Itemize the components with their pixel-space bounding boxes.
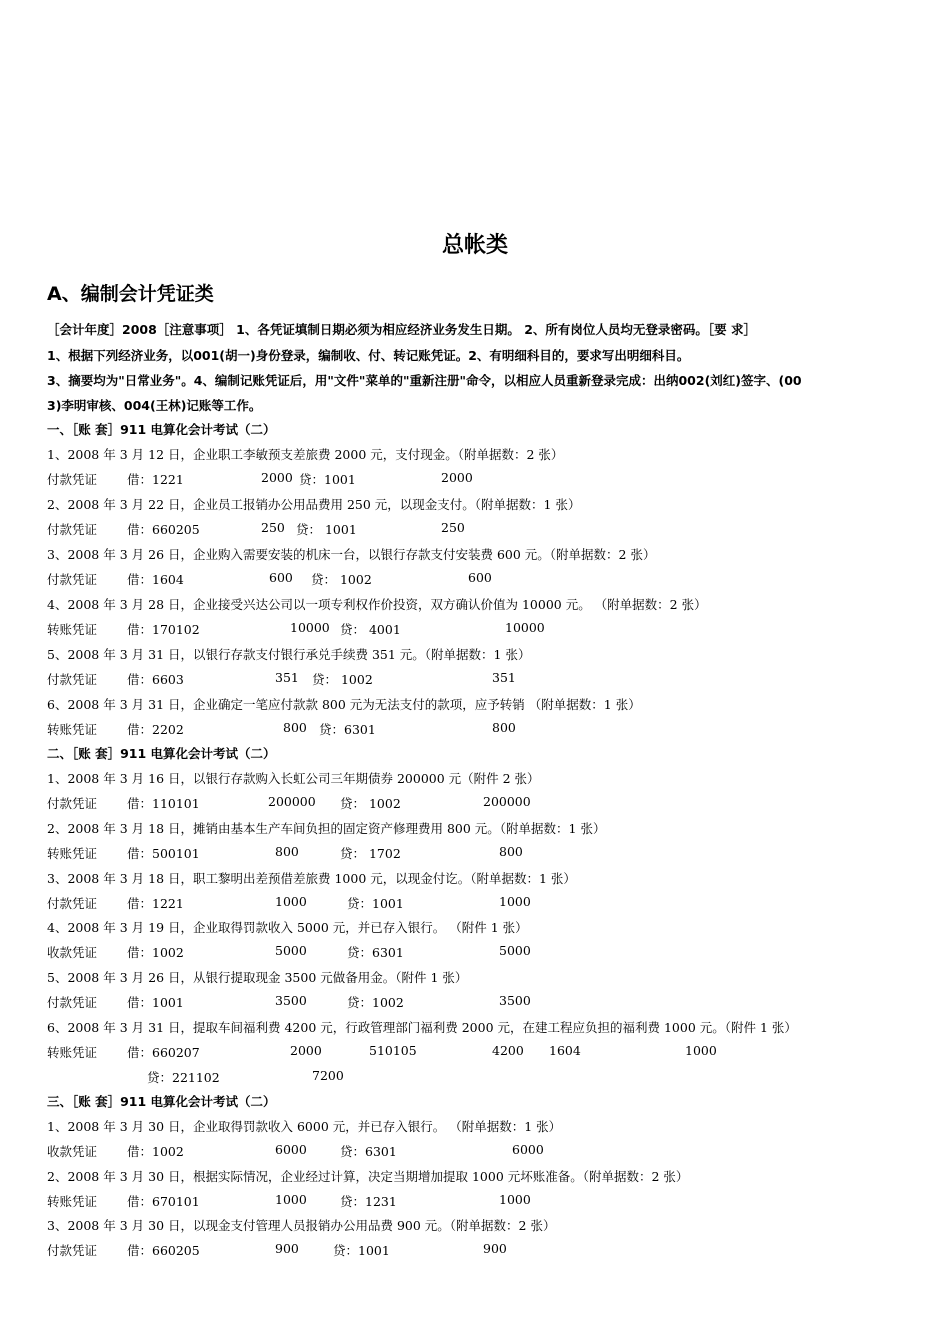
credit-amount: 1000 (499, 1192, 531, 1207)
transaction-description: 1、2008 年 3 月 12 日，企业职工李敏预支差旅费 2000 元，支付现金。（附单据数：2 张） (47, 447, 564, 462)
voucher-type: 转账凭证 (47, 1045, 98, 1060)
debit-account: 借：670101 (127, 1194, 200, 1209)
debit-account: 借：660207 (127, 1045, 200, 1060)
credit-amount: 250 (441, 520, 465, 535)
debit-amount: 250 (261, 520, 285, 535)
debit-amount: 10000 (290, 620, 330, 635)
credit-account: 贷： 1001 (296, 522, 357, 537)
debit-account: 借：2202 (127, 722, 184, 737)
credit-amount: 900 (483, 1241, 507, 1256)
voucher-type: 付款凭证 (47, 796, 98, 811)
debit-account: 借：1221 (127, 896, 184, 911)
debit-amount: 200000 (268, 794, 316, 809)
transaction-description: 3、2008 年 3 月 18 日，职工黎明出差预借差旅费 1000 元，以现金付讫。（附单据数：1 张） (47, 871, 576, 886)
credit-account: 贷：1231 (340, 1194, 397, 1209)
note-line: 3、摘要均为"日常业务"。4、编制记账凭证后，用"文件"菜单的"重新注册"命令，以相应人员重新登录完成：出纳002(刘红)签字、(00 (47, 373, 802, 388)
transaction-description: 6、2008 年 3 月 31 日，提取车间福利费 4200 元，行政管理部门福利费 2000 元，在建工程应负担的福利费 1000 元。（附件 1 张） (47, 1020, 797, 1035)
voucher-type: 付款凭证 (47, 672, 98, 687)
credit-account: 贷： 1002 (311, 572, 372, 587)
debit-amount: 5000 (275, 943, 307, 958)
credit-account: 贷：1001 (347, 896, 404, 911)
voucher-type: 转账凭证 (47, 722, 98, 737)
credit-amount: 7200 (312, 1068, 344, 1083)
voucher-type: 转账凭证 (47, 622, 98, 637)
credit-account: 贷：1001 (333, 1243, 390, 1258)
debit-amount: 351 (275, 670, 299, 685)
credit-amount: 3500 (499, 993, 531, 1008)
voucher-type: 转账凭证 (47, 1194, 98, 1209)
credit-account: 贷：6301 (347, 945, 404, 960)
credit-amount: 800 (499, 844, 523, 859)
debit-account: 借：1002 (127, 1144, 184, 1159)
debit-account: 借：660205 (127, 1243, 200, 1258)
debit-amount: 1000 (685, 1043, 717, 1058)
transaction-description: 1、2008 年 3 月 16 日，以银行存款购入长虹公司三年期债券 200000 元（附件 2 张） (47, 771, 540, 786)
credit-amount: 5000 (499, 943, 531, 958)
transaction-description: 3、2008 年 3 月 26 日，企业购入需要安装的机床一台，以银行存款支付安装费 600 元。（附单据数：2 张） (47, 547, 656, 562)
transaction-description: 4、2008 年 3 月 19 日，企业取得罚款收入 5000 元，并已存入银行。 （附件 1 张） (47, 920, 528, 935)
debit-amount: 800 (275, 844, 299, 859)
note-line: ［会计年度］2008［注意事项］ 1、各凭证填制日期必须为相应经济业务发生日期。 2、所有岗位人员均无登录密码。［要 求］ (47, 322, 756, 337)
credit-amount: 2000 (441, 470, 473, 485)
credit-account: 贷： 4001 (340, 622, 401, 637)
voucher-type: 付款凭证 (47, 1243, 98, 1258)
debit-amount: 4200 (492, 1043, 524, 1058)
debit-account: 借：660205 (127, 522, 200, 537)
voucher-type: 付款凭证 (47, 896, 98, 911)
debit-account: 1604 (549, 1043, 581, 1058)
voucher-type: 收款凭证 (47, 1144, 98, 1159)
credit-amount: 800 (492, 720, 516, 735)
debit-amount: 3500 (275, 993, 307, 1008)
credit-account: 贷：1002 (347, 995, 404, 1010)
transaction-description: 1、2008 年 3 月 30 日，企业取得罚款收入 6000 元，并已存入银行。 （附单据数：1 张） (47, 1119, 562, 1134)
debit-account: 借：170102 (127, 622, 200, 637)
debit-account: 借：500101 (127, 846, 200, 861)
credit-amount: 6000 (512, 1142, 544, 1157)
credit-account: 贷： 1702 (340, 846, 401, 861)
transaction-description: 5、2008 年 3 月 31 日，以银行存款支付银行承兑手续费 351 元。（附单据数：1 张） (47, 647, 531, 662)
transaction-description: 2、2008 年 3 月 18 日，摊销由基本生产车间负担的固定资产修理费用 800 元。（附单据数：1 张） (47, 821, 606, 836)
debit-amount: 1000 (275, 1192, 307, 1207)
transaction-description: 3、2008 年 3 月 30 日，以现金支付管理人员报销办公用品费 900 元。（附单据数：2 张） (47, 1218, 556, 1233)
debit-amount: 2000 (261, 470, 293, 485)
transaction-description: 2、2008 年 3 月 22 日，企业员工报销办公用品费用 250 元，以现金支付。（附单据数：1 张） (47, 497, 581, 512)
voucher-type: 付款凭证 (47, 995, 98, 1010)
voucher-type: 付款凭证 (47, 572, 98, 587)
transaction-description: 2、2008 年 3 月 30 日，根据实际情况，企业经过计算，决定当期增加提取 1000 元坏账准备。（附单据数：2 张） (47, 1169, 689, 1184)
credit-amount: 351 (492, 670, 516, 685)
debit-amount: 2000 (290, 1043, 322, 1058)
credit-amount: 10000 (505, 620, 545, 635)
section-header: 一、［账 套］911 电算化会计考试（二） (47, 422, 276, 437)
section-header: 三、［账 套］911 电算化会计考试（二） (47, 1094, 276, 1109)
voucher-type: 收款凭证 (47, 945, 98, 960)
note-line: 1、根据下列经济业务，以001(胡一)身份登录，编制收、付、转记账凭证。2、有明细科目的，要求写出明细科目。 (47, 348, 690, 363)
debit-account: 借：1001 (127, 995, 184, 1010)
credit-amount: 200000 (483, 794, 531, 809)
debit-amount: 800 (283, 720, 307, 735)
transaction-description: 6、2008 年 3 月 31 日，企业确定一笔应付款款 800 元为无法支付的款项，应予转销 （附单据数：1 张） (47, 697, 641, 712)
debit-account: 借：1604 (127, 572, 184, 587)
credit-amount: 1000 (499, 894, 531, 909)
credit-account: 贷：6301 (319, 722, 376, 737)
voucher-type: 转账凭证 (47, 846, 98, 861)
credit-account: 贷： 1002 (340, 796, 401, 811)
debit-account: 借：6603 (127, 672, 184, 687)
debit-account: 借：110101 (127, 796, 200, 811)
debit-amount: 6000 (275, 1142, 307, 1157)
credit-account: 贷：221102 (147, 1070, 220, 1085)
debit-account: 借：1221 (127, 472, 184, 487)
credit-account: 贷：6301 (340, 1144, 397, 1159)
section-header: 二、［账 套］911 电算化会计考试（二） (47, 746, 276, 761)
voucher-type: 付款凭证 (47, 472, 98, 487)
debit-account: 510105 (369, 1043, 417, 1058)
credit-account: 贷： 1002 (312, 672, 373, 687)
section-subtitle: A、编制会计凭证类 (47, 283, 214, 305)
transaction-description: 5、2008 年 3 月 26 日，从银行提取现金 3500 元做备用金。（附件 1 张） (47, 970, 468, 985)
debit-amount: 1000 (275, 894, 307, 909)
credit-account: 贷：1001 (299, 472, 356, 487)
debit-amount: 900 (275, 1241, 299, 1256)
credit-amount: 600 (468, 570, 492, 585)
note-line: 3)李明审核、004(王林)记账等工作。 (47, 398, 262, 413)
debit-account: 借：1002 (127, 945, 184, 960)
transaction-description: 4、2008 年 3 月 28 日，企业接受兴达公司以一项专利权作价投资，双方确认价值为 10000 元。 （附单据数：2 张） (47, 597, 707, 612)
voucher-type: 付款凭证 (47, 522, 98, 537)
debit-amount: 600 (269, 570, 293, 585)
page-title: 总帐类 (441, 233, 508, 258)
